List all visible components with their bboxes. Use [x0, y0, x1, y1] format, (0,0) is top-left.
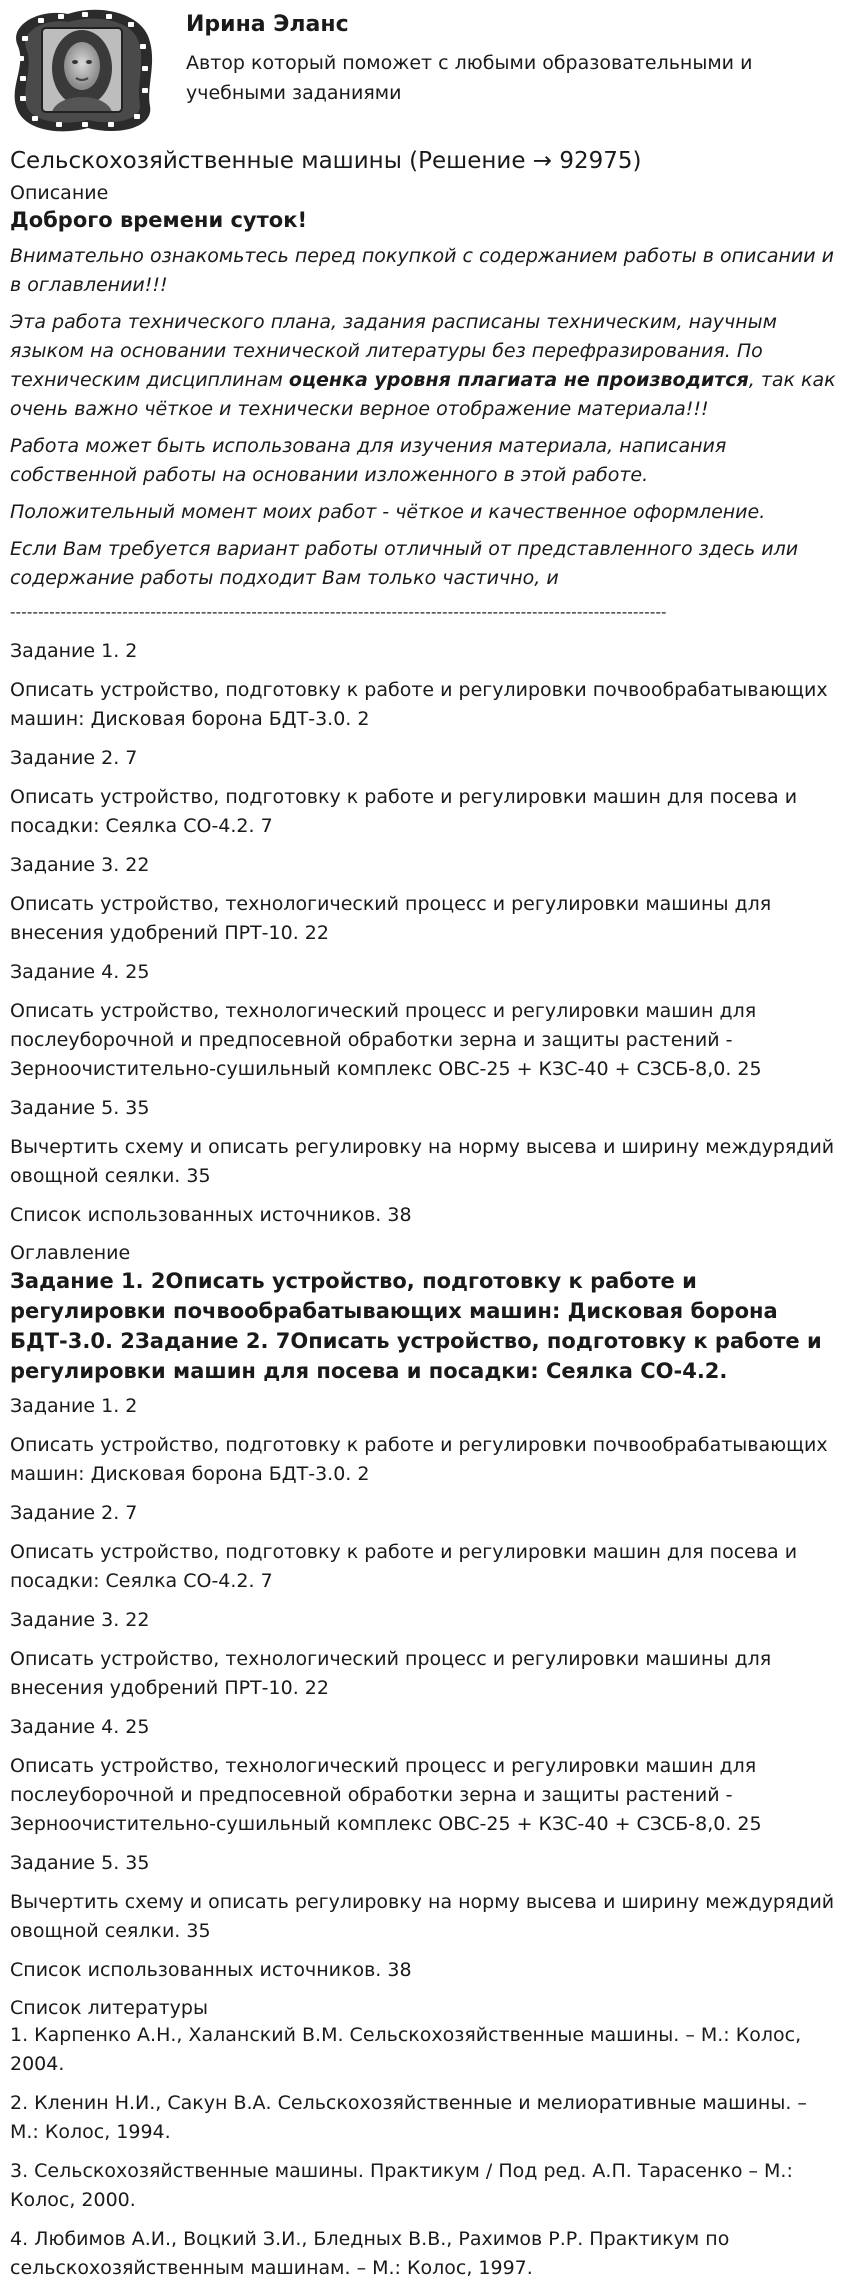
document-title: Сельскохозяйственные машины (Решение → 92975) — [10, 148, 642, 174]
task-list-item: Задание 1. 2 — [10, 640, 138, 662]
avatar-filmstrip-svg — [8, 6, 156, 134]
toc-bold-heading: Задание 1. 2Описать устройство, подготовку к работе и регулировки почвообрабатывающих машин: Дисковая борона БДТ-3.0. 2Задание 2. 7Описать устройство, подготовку к работе и регулировки машин для посева и посадки: Сеялка СО-4.2. — [10, 1269, 822, 1383]
description-paragraph-3: Работа может быть использована для изучения материала, написания собственной работы на основании изложенного в этой работе. — [10, 435, 727, 486]
description-paragraph-2 — [10, 308, 837, 424]
tasks-list-2 — [10, 1392, 837, 1985]
task-list-item: Задание 2. 7 — [10, 1502, 138, 1524]
author-info — [186, 6, 786, 108]
author-description: Автор который поможет с любыми образовательными и учебными заданиями — [186, 52, 753, 104]
tasks-list-1 — [10, 637, 837, 1230]
task-list-item: Описать устройство, подготовку к работе и регулировки почвообрабатывающих машин: Дисковая борона БДТ-3.0. 2 — [10, 1434, 828, 1485]
description-paragraph-5: Если Вам требуется вариант работы отличный от представленного здесь или содержание работы подходит Вам только частично, и — [10, 538, 799, 589]
description-paragraph-2-start: Эта работа технического плана, задания расписаны техническим, научным языком на основании технической литературы без перефразирования. По техническим дисциплинам — [10, 311, 777, 391]
task-list-item: Описать устройство, технологический процесс и регулировки машины для внесения удобрений ПРТ-10. 22 — [10, 893, 772, 944]
literature-item: 4. Любимов А.И., Воцкий З.И., Бледных В.В., Рахимов Р.Р. Практикум по сельскохозяйственным машинам. – М.: Колос, 1997. — [10, 2228, 730, 2279]
task-list-item: Задание 2. 7 — [10, 747, 138, 769]
task-list-item: Описать устройство, подготовку к работе и регулировки почвообрабатывающих машин: Дисковая борона БДТ-3.0. 2 — [10, 679, 828, 730]
description-paragraph-4: Положительный момент моих работ - чёткое и качественное оформление. — [10, 501, 766, 523]
task-list-item: Задание 4. 25 — [10, 1716, 150, 1738]
author-name[interactable]: Ирина Эланс — [186, 12, 349, 37]
description-label: Описание — [10, 182, 109, 204]
task-list-item: Вычертить схему и описать регулировку на норму высева и ширину междурядий овощной сеялки. 35 — [10, 1136, 835, 1187]
description-paragraph-1: Внимательно ознакомьтесь перед покупкой с содержанием работы в описании и в оглавлении!!! — [10, 245, 834, 296]
toc-section — [10, 1240, 837, 1386]
task-list-item: Задание 5. 35 — [10, 1097, 150, 1119]
task-list-item: Описать устройство, технологический процесс и регулировки машин для послеуборочной и предпосевной обработки зерна и защиты растений - Зерноочистительно-сушильный комплекс ОВС-25 + КЗС-40 + СЗСБ-8,0. 25 — [10, 1000, 762, 1080]
literature-item: 1. Карпенко А.Н., Халанский В.М. Сельскохозяйственные машины. – М.: Колос, 2004. — [10, 2024, 802, 2075]
literature-section — [10, 1995, 837, 2283]
task-list-item: Список использованных источников. 38 — [10, 1959, 412, 1981]
task-list-item: Задание 5. 35 — [10, 1852, 150, 1874]
task-list-item: Задание 3. 22 — [10, 1609, 150, 1631]
task-list-item: Описать устройство, технологический процесс и регулировки машин для послеуборочной и предпосевной обработки зерна и защиты растений - Зерноочистительно-сушильный комплекс ОВС-25 + КЗС-40 + СЗСБ-8,0. 25 — [10, 1755, 762, 1835]
author-avatar-icon — [8, 6, 156, 134]
description-paragraph-2-emphasis: оценка уровня плагиата не производится — [288, 369, 749, 391]
task-list-item: Вычертить схему и описать регулировку на норму высева и ширину междурядий овощной сеялки. 35 — [10, 1891, 835, 1942]
author-header — [10, 0, 837, 138]
toc-label: Оглавление — [10, 1242, 131, 1264]
literature-label: Список литературы — [10, 1997, 208, 2019]
greeting-text: Доброго времени суток! — [10, 208, 308, 232]
description-section — [10, 180, 837, 623]
literature-item: 3. Сельскохозяйственные машины. Практикум / Под ред. А.П. Тарасенко – М.: Колос, 2000. — [10, 2160, 793, 2211]
divider-line: --------------------------------------------------------------------------------------------------------------------- — [10, 603, 667, 621]
task-list-item: Задание 3. 22 — [10, 854, 150, 876]
literature-list — [10, 2021, 837, 2283]
task-list-item: Задание 4. 25 — [10, 961, 150, 983]
task-list-item: Описать устройство, подготовку к работе и регулировки машин для посева и посадки: Сеялка СО-4.2. 7 — [10, 786, 798, 837]
task-list-item: Задание 1. 2 — [10, 1395, 138, 1417]
task-list-item: Описать устройство, технологический процесс и регулировки машины для внесения удобрений ПРТ-10. 22 — [10, 1648, 772, 1699]
task-list-item: Список использованных источников. 38 — [10, 1204, 412, 1226]
literature-item: 2. Кленин Н.И., Сакун В.А. Сельскохозяйственные и мелиоративные машины. – М.: Колос, 1994. — [10, 2092, 807, 2143]
task-list-item: Описать устройство, подготовку к работе и регулировки машин для посева и посадки: Сеялка СО-4.2. 7 — [10, 1541, 798, 1592]
description-paragraph-2-end: , так как очень важно чёткое и технически верное отображение материала!!! — [10, 369, 836, 420]
